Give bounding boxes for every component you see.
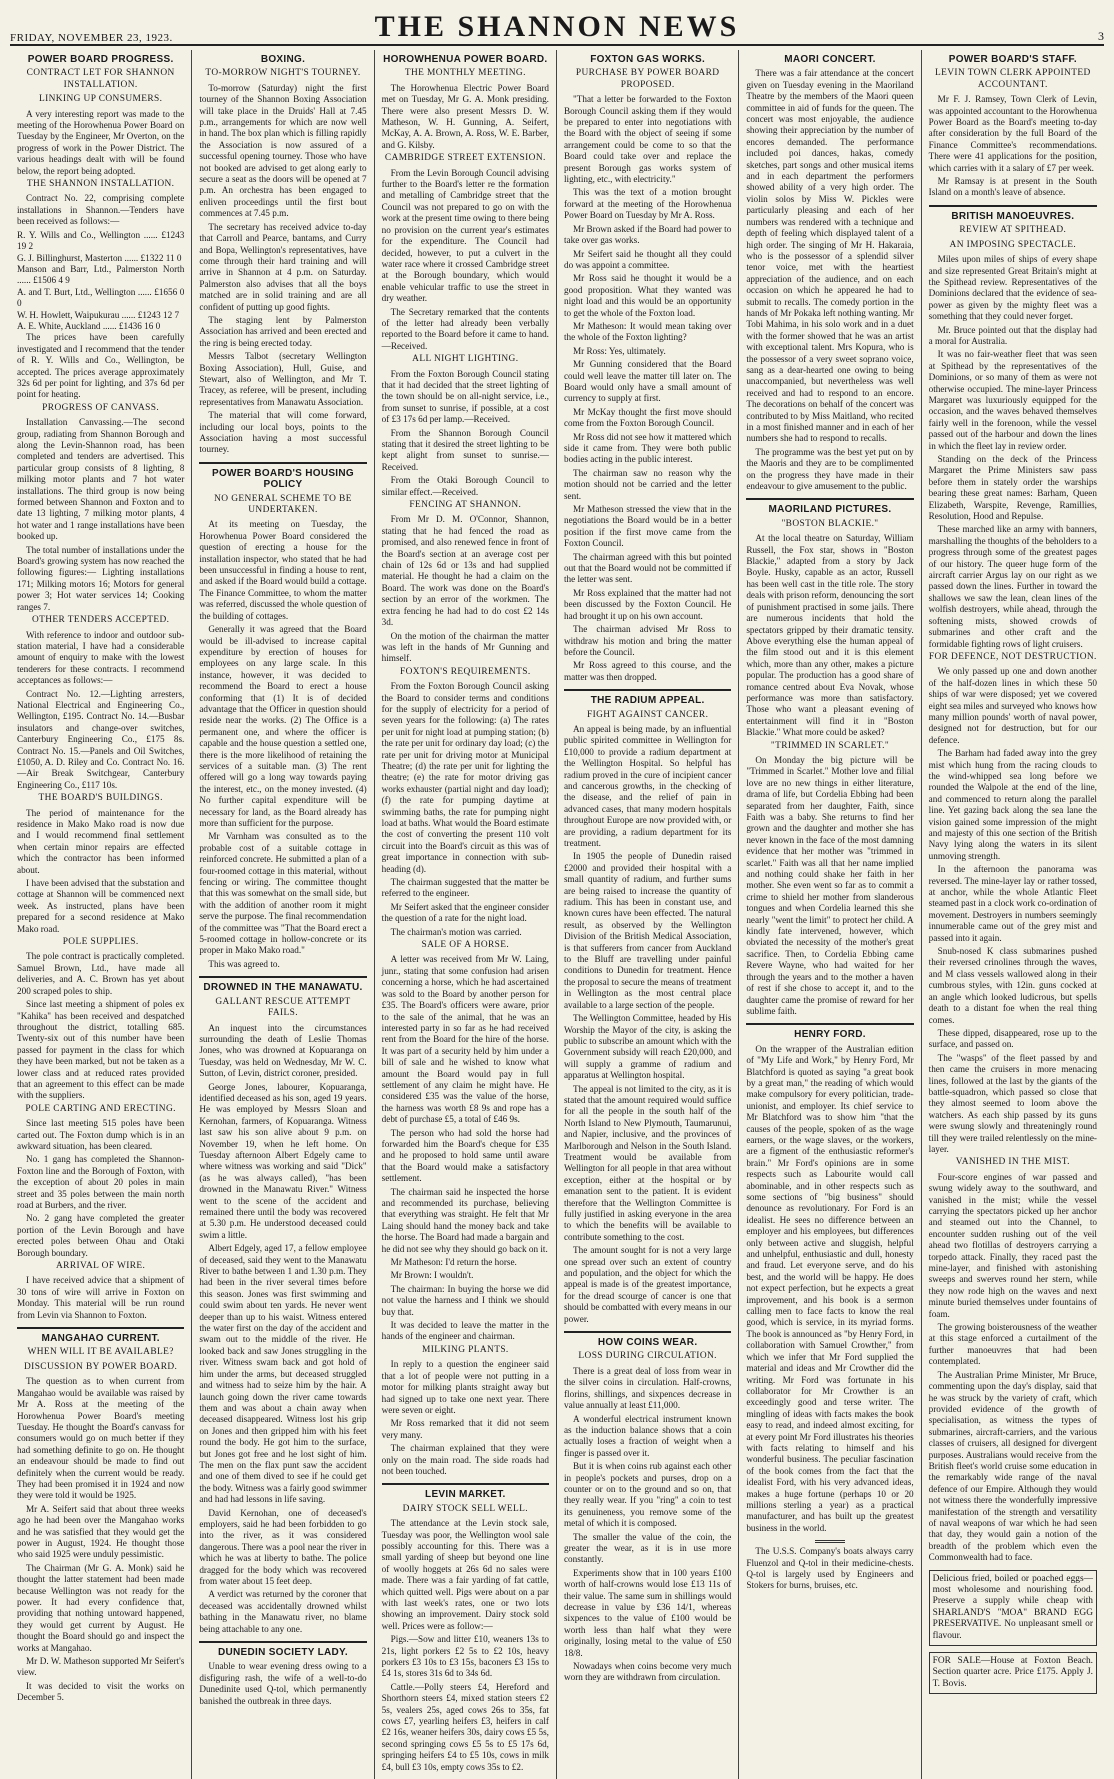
article-power-board-progress xyxy=(17,54,184,1321)
paragraph: Mr Varnham was consulted as to the probable cost of a suitable cottage in reinforced concrete. He submitted a plan of a four-roomed cottage in this material, without fencing or wiring. The committee thought that this was somewhat on the small side, but with the addition of another room it might serve the purpose. The final recommendation of the committee was "That the Board erect a 5-roomed cottage in hollow-concrete or its proper in Mako Mako road." xyxy=(199,831,367,956)
paragraph: Messrs Talbot (secretary Wellington Boxing Association), Hull, Guise, and Stewart, also of Wellington, and Mr T. Tracey, as referee, will be present, including representatives from Manawatu Association. xyxy=(199,351,367,407)
paragraph: This was the text of a motion brought forward at the meeting of the Horowhenua Power Board on Tuesday by Mr A. Ross. xyxy=(563,187,732,221)
paragraph: The programme was the best yet put on by the Maoris and they are to be complimented on the progress they have made in their endeavour to give amusement to the public. xyxy=(746,446,914,492)
article-mangahao-current xyxy=(17,1333,184,1704)
newspaper-page xyxy=(10,10,1104,1772)
paragraph: Mr Seifert asked that the engineer consider the question of a rate for the night load. xyxy=(381,901,549,924)
paragraph: Unable to wear evening dress owing to a disfiguring rash, the wife of a well-to-do Dunedinite used Q-tol, which permanently banished the outbreak in three days. xyxy=(199,1661,367,1706)
paragraph: The question as to when current from Mangahao would be available was raised by Mr A. Ross at the meeting of the Horowhenua Power Board's meeting Tuesday. He thought the Board's canvass for consumers would go on much better if they had something definite to go on. He thought an endeavour should be made to find out definitely when the current would be ready. They had been promised it in 1924 and now they were told it would be 1925. xyxy=(17,1376,185,1501)
article-headline: THE RADIUM APPEAL. xyxy=(590,695,705,707)
paragraph: The attendance at the Levin stock sale, Tuesday was poor, the Wellington wool sale possibly accounting for this. There was a small yarding of sheep but beyond one line of woolly hoggets at 26s 6d no sales were made. There was a fair yarding of fat cattle, which quitted well. Pigs were about on a par with last week's rates, one or two lots showing an improvement. Dairy stock sold well. Prices were as follow:— xyxy=(381,1518,549,1631)
paragraph: Mr F. J. Ramsey, Town Clerk of Levin, was appointed accountant to the Horowhenua Power Board as the Board's meeting to-day after consideration by the full Board of the Finance Committee's recommendations. There were 41 applications for the position, which carries with it a salary of £7 per week. xyxy=(928,94,1097,173)
article-power-board-staff xyxy=(929,54,1097,199)
paragraph: The chairman said he inspected the horse and recommended its purchase, believing that everything was straight. He felt that Mr Laing should hand the money back and take the horse. The Board had made a bargain and he did not see why they should go back on it. xyxy=(381,1186,549,1254)
article-subheading: WHEN WILL IT BE AVAILABLE? xyxy=(27,1347,174,1358)
paragraph: These dipped, disappeared, rose up to the surface, and passed on. xyxy=(928,1027,1097,1050)
tender-row: Manson and Barr, Ltd., Palmerston North ...... £1506 4 9 xyxy=(17,263,185,286)
article-subheading: FIGHT AGAINST CANCER. xyxy=(586,709,709,720)
section-heading: SALE OF A HORSE. xyxy=(421,940,510,951)
article-headline: POWER BOARD PROGRESS. xyxy=(27,54,174,65)
paragraph: Mr Ross said he thought it would be a good proposition. What they wanted was night load and this would be an opportunity to get the whole of the Foxton load. xyxy=(563,273,732,318)
paragraph: The chairman suggested that the matter be referred to the engineer. xyxy=(381,877,549,899)
paragraph: Mr Matheson: I'd return the horse. xyxy=(390,1257,517,1268)
article-subheading: CONTRACT LET FOR SHANNON INSTALLATION. xyxy=(26,68,175,90)
paragraph: George Jones, labourer, Kopuaranga, identified deceased as his son, aged 19 years. He was employed by Messrs Sloan and Kernohan, farmers, of Kopuaranga. Witness last saw his son alive about 9 p.m. on November 19, when he left home. On Tuesday afternoon Albert Edgely came to where witness was working and said "Dick" (as he was always called), "has been drowned in the Manawatu River." Witness went to the scene of the accident and remained there until the body was recovered at 5.30 p.m. He understood deceased could swim a little. xyxy=(199,1081,367,1240)
paragraph: A letter was received from Mr W. Laing, junr., stating that some confusion had arisen concerning a horse, which he had ascertained was sold to the Board by another person for £35. The Board's officers were aware, prior to the sale of the animal, that he was an interested party in so far as he had received rent from the Board for the hire of the horse. It was part of a security held by him under a bill of sale and he wished to know what amount the Board would pay in full settlement of any claim he might have. He considered £35 was the value of the horse, the harness was worth £8 9s and rope has a debt of purchase £5, a total of £46 9s. xyxy=(381,954,549,1125)
article-subheading: PURCHASE BY POWER BOARD PROPOSED. xyxy=(575,68,720,90)
paragraph: We only passed up one and down another of the half-dozen lines in which these 50 ships of war were disposed; yet we covered eight sea miles and surveyed who knows how many million pounds' worth of naval power, designed not for destruction, but for our defence. xyxy=(928,666,1097,745)
paragraph: In the afternoon the panorama was reversed. The mine-layer lay or rather tossed, at anchor, while the whole Atlantic Fleet steamed past in a clock work co-ordination of movement. Destroyers in numbers seemingly innumerable came out of the grey mist and passed into it again. xyxy=(928,864,1097,943)
paragraph: With reference to indoor and outdoor sub-station material, I have had a considerable amount of enquiry to make with the lowest tenderers for these contracts. I recommend acceptances as follows:— xyxy=(17,629,185,686)
paragraph: No. 2 gang have completed the greater portion of the Levin Borough and have erected poles between Ohau and Otaki Borough boundary. xyxy=(17,1213,185,1258)
article-divider xyxy=(199,462,366,464)
article-headline: FOXTON GAS WORKS. xyxy=(590,54,706,65)
section-heading: FOXTON'S REQUIREMENTS. xyxy=(400,666,531,677)
paragraph: From the Levin Borough Council advising further to the Board's letter re the formation and metalling of Cambridge street that the Council was not prepared to go on with the work at the present time owing to there being no provision on the current year's estimates for the expenditure. The Council had decided, however, to put a culvert in the water race where it crossed Cambridge street at the Borough boundary, which would enable vehicular traffic to use the street in dry weather. xyxy=(381,167,549,304)
paragraph: Installation Canvassing.—The second group, radiating from Shannon Borough and along the Levin-Shannon road, has been completed and tenders are advertised. This particular group consists of 8 lighting, 8 milking motor plants and 7 hot water installations. The third group is now being formed between Shannon and Foxton and to date 13 lighting, 7 milking motor plants, 4 hot water and 1 range installations have been booked up. xyxy=(17,417,185,542)
article-british-manoeuvres xyxy=(929,211,1097,1564)
paragraph: A very interesting report was made to the meeting of the Horowhenua Power Board on Tuesday by the Engineer, Mr Overton, on the progress of work in the Power District. The various headings dealt with will be found below, the report being adopted. xyxy=(17,108,185,176)
paragraph: From the Shannon Borough Council stating that it desired the street lighting to be kept alight from sunset to sunrise.—Received. xyxy=(381,427,549,472)
paragraph: From Mr D. M. O'Connor, Shannon, stating that he had fenced the road as promised, and also renewed fence in front of the Board's section at an average cost per chain of 12s 6d or 13s and had supplied material. He thought he had a claim on the Board. The work was done on the Board's section by an error of the workmen. The extra fencing he had had to do cost £2 14s 3d. xyxy=(381,514,549,628)
issue-date: FRIDAY, NOVEMBER 23, 1923. xyxy=(10,32,173,44)
paragraph: The period of maintenance for the residence in Mako Mako road is now due and I would recommend final settlement when certain minor repairs are effected which the contractor has been informed about. xyxy=(17,807,185,875)
paragraph: The pole contract is practically completed. Samuel Brown, Ltd., have made all deliveries, and A. C. Brown has yet about 200 scraped poles to ship. xyxy=(17,951,185,996)
column-6 xyxy=(922,50,1104,1779)
paragraph: Mr Matheson stressed the view that in the negotiations the Board would be in a better position if the first move came from the Foxton Council. xyxy=(563,504,732,549)
paragraph: A wonderful electrical instrument known as the induction balance shows that a coin actually loses a fraction of weight when a finger is passed over it. xyxy=(563,1413,732,1458)
paragraph: Mr D. W. Matheson supported Mr Seifert's view. xyxy=(17,1656,185,1678)
newspaper-title: THE SHANNON NEWS xyxy=(374,10,740,43)
paragraph: There is a great deal of loss from wear in the silver coins in circulation. Half-crowns, florins, shillings, and sixpences decrease in value annually at least £11,000. xyxy=(563,1365,732,1411)
article-radium-appeal xyxy=(564,695,731,1325)
article-divider xyxy=(929,205,1097,207)
paragraph: An appeal is being made, by an influential public spirited committee in Wellington for £10,000 to provide a radium department at the Wellington Hospital. So helpful has radium proved in the cure of incipient cancer and cancerous growths, in the checking of the disease, and the relief of pain in advanced cases, that many modern hospitals throughout Europe are now provided with, or are providing, a radium department for its treatment. xyxy=(563,723,732,848)
article-headline: DROWNED IN THE MANAWATU. xyxy=(203,982,363,994)
column-5 xyxy=(739,50,921,1779)
paragraph: This was agreed to. xyxy=(208,958,280,969)
article-headline: POWER BOARD'S HOUSING POLICY xyxy=(211,467,354,491)
section-heading: CAMBRIDGE STREET EXTENSION. xyxy=(384,153,546,164)
article-headline: MAORILAND PICTURES. xyxy=(768,504,892,516)
article-headline: LEVIN MARKET. xyxy=(425,1489,506,1501)
tender-row: G. J. Billinghurst, Masterton ...... £1322 11 0 xyxy=(17,252,182,263)
paragraph: The secretary has received advice to-day that Carroll and Pearce, bantams, and Curry and Bopa, Wellington's representatives, have come through their hard training and will arrive in Shannon at 4 p.m. on Saturday. Palmerston also advises that all the boys matched are in solid training and are all confident of putting up good fights. xyxy=(199,221,367,312)
section-heading: THE BOARD'S BUILDINGS. xyxy=(38,793,163,804)
section-heading: POLE SUPPLIES. xyxy=(62,937,139,948)
article-boxing xyxy=(199,54,366,456)
article-headline: POWER BOARD'S STAFF. xyxy=(948,54,1077,65)
article-subheading: LOSS DURING CIRCULATION. xyxy=(578,1351,717,1362)
paragraph: The "wasps" of the fleet passed by and then came the cruisers in more menacing lines, followed at the last by the giants of the battle-squadron, which passed so close that they almost seemed to loom above the watchers. As each ship passed by its guns were swung slowly and threateningly round till they were trailed relentlessly on the mine-layer. xyxy=(928,1052,1097,1154)
paragraph: There was a fair attendance at the concert given on Tuesday evening in the Maoriland Theatre by the members of the Maori queen committee in aid of funds for the queen. The concert was most enjoyable, the audience showing their appreciation by the number of encores demanded. The performance included poi dances, hakas, comedy sketches, part songs and other musical items and in each department the performers showed ability of a very high order. The violin solos by Miss W. Pickles were particularly pleasing and each of her numbers was rendered with a technique and depth of feeling which displayed talent of a high order. The singing of Mr H. Hakaraia, who is the possessor of a splendid silver tenor voice, met with the heartiest appreciation of the audience, and on each occasion on which he appeared he had to submit to recalls. The comedy portion in the hands of Mr Pokaka left nothing wanting. Mr Tobi Mahima, in his solo work and in a duet with the former showed that he was an artist with exceptional talent. Mrs Kopura, who is the possessor of a very sweet soprano voice, sang as a dear-hearted one owing to being unaccompanied, but nevertheless was well received and had to respond to an encore. The decorations on behalf of the concert was contributed to by Miss Maitland, who recited in a most finished manner and in each of her numbers she had to respond to recalls. xyxy=(746,68,914,444)
paragraph: The Barham had faded away into the grey mist which hung from the racing clouds to the wind-whipped sea long before we rounded the Walpole at the end of the line, and commenced to return along the parallel line. Yet gazing back along the sea lane the vision gained some impression of the might and majesty of this one section of the British Navy lying along the waters in its silent unmoving strength. xyxy=(928,748,1097,861)
paragraph: The chairman advised Mr Ross to withdraw his motion and bring the matter before the Council. xyxy=(563,624,732,657)
article-divider xyxy=(382,1483,549,1485)
paragraph: Mr Ross: Yes, ultimately. xyxy=(572,345,666,356)
article-how-coins-wear xyxy=(564,1337,731,1684)
article-subheading: THE MONTHLY MEETING. xyxy=(404,68,526,79)
section-heading: THE SHANNON INSTALLATION. xyxy=(26,179,175,190)
article-levin-market xyxy=(382,1489,549,1773)
page-number: 3 xyxy=(1098,29,1104,43)
section-heading: FENCING AT SHANNON. xyxy=(409,500,522,511)
article-housing-policy xyxy=(199,468,366,970)
section-heading: FOR DEFENCE, NOT DESTRUCTION. xyxy=(928,651,1097,662)
paragraph: The growing boisterousness of the weather at this stage enforced a curtailment of the further manoeuvres that had been contemplated. xyxy=(928,1322,1097,1367)
article-divider xyxy=(746,1023,913,1025)
article-henry-ford xyxy=(746,1029,913,1534)
tender-row: R. Y. Wills and Co., Wellington ...... £1243 19 2 xyxy=(17,229,185,252)
paragraph: The Horowhenua Electric Power Board met on Tuesday, Mr G. A. Monk presiding. There were also present Messrs D. W. Matheson, W. H. Gunning, A. Seifert, McKay, A. A. Brown, A. Ross, W. E. Barber, and G. Kilsby. xyxy=(381,82,549,150)
paragraph: Mr Ross agreed to this course, and the matter was then dropped. xyxy=(563,660,732,682)
paragraph: Mr Gunning considered that the Board could well leave the matter till later on. The Board would only have a small amount of currency to supply at first. xyxy=(563,359,732,404)
paragraph: Mr Ross explained that the matter had not been discussed by the Foxton Council. He had brought it up on his own account. xyxy=(563,587,732,621)
paragraph: The chairman agreed with this but pointed out that the Board would not be committed if the letter was sent. xyxy=(563,551,732,585)
paragraph: The chairman: In buying the horse we did not value the harness and I think we should buy that. xyxy=(381,1283,549,1317)
article-subheading: REVIEW AT SPITHEAD. xyxy=(959,225,1067,236)
paragraph: Mr A. Seifert said that about three weeks ago he had been over the Mangahao works and he was satisfied that they would get the power in August, 1924. He thought those who said 1925 were unduly pessimistic. xyxy=(17,1503,185,1560)
article-subheading: DISCUSSION BY POWER BOARD. xyxy=(24,1361,178,1372)
paragraph: The chairman saw no reason why the motion should not be carried and the letter sent. xyxy=(563,467,732,501)
paragraph: An inquest into the circumstances surrounding the death of Leslie Thomas Jones, who was drowned at Kopuaranga on Tuesday, was held on Wednesday, Mr W. C. Sutton, of Levin, district coroner, presided. xyxy=(199,1022,367,1079)
paragraph: It was no fair-weather fleet that was seen at Spithead by the representatives of the Dominions, or so many of them as were not otherwise occupied. The mine-layer Princess Margaret was luxuriously equipped for the occasion, and the waves behaved themselves fairly well in the forenoon, while the vessel passed out of the harbour and down the lines in which the fleet lay in review order. xyxy=(928,349,1097,451)
article-subheading: AN IMPOSING SPECTACLE. xyxy=(949,239,1077,250)
paragraph: These marched like an army with banners, marshalling the thoughts of the beholders to a progress through some of the greatest pages of our history. The queer huge form of the aircraft carrier Argus lay on our right as we passed down the lines. Further in toward the shallows we saw the lean, clean lines of the wolfish destroyers, while ahead, through the softening mists, showed crowds of submarines and other craft and the formidable fighting rows of light cruisers. xyxy=(928,524,1097,649)
article-divider xyxy=(564,689,731,691)
column-4 xyxy=(557,50,739,1779)
paragraph: The chairman explained that they were only on the main road. The side roads had not been touched. xyxy=(381,1443,549,1476)
article-divider xyxy=(17,1327,184,1329)
article-horowhenua-power-board xyxy=(382,54,549,1477)
column-1 xyxy=(10,50,192,1779)
paragraph: A verdict was returned by the coroner that deceased was accidentally drowned whilst bathing in the Manawatu river, no blame being attachable to any one. xyxy=(199,1589,367,1634)
paragraph: Generally it was agreed that the Board would be ill-advised to increase capital expenditure by erection of houses for employees on any large scale. In this instance, however, it was decided to recommend the Board to erect a house conforming that (1) It is of decided advantage that the Officer in question should reside near the works. (2) The Office is a permanent one, and where the officer is capable and the house question a settled one, there is the more likelihood of retaining the services of a suitable man. (3) The rent offered will go a long way towards paying the interest, etc., on the money invested. (4) No further capital expenditure will be necessary for land, as the Board already has more than sufficient for the purpose. xyxy=(199,624,367,828)
paragraph: The material that will come forward, including our local boys, points to the Association having a most successful tourney. xyxy=(199,410,367,455)
article-dunedin-lady xyxy=(199,1647,366,1707)
paragraph: The appeal is not limited to the city, as it is stated that the amount required would suffice for all the people in the south half of the North Island to New Plymouth, Taumarunui, and Napier, inclusive, and the provinces of Marlborough and Nelson in the South Island. Treatment would be available from Wellington for all people in that area without exception, either at the hospital or by emanation sent to the patient. It is evident therefore that the Wellington Committee is fully justified in asking everyone in the area to which the benefits will be available to contribute something to the cost. xyxy=(563,1083,732,1242)
paragraph: The smaller the value of the coin, the greater the wear, as it is in use more constantly. xyxy=(563,1531,732,1565)
paragraph: Mr Ramsay is at present in the South Island on a month's leave of absence. xyxy=(928,176,1097,198)
article-subheading: DAIRY STOCK SELL WELL. xyxy=(402,1503,529,1514)
paragraph: Mr Brown: I wouldn't. xyxy=(390,1270,474,1281)
article-subheading: NO GENERAL SCHEME TO BE UNDERTAKEN. xyxy=(214,493,352,516)
paragraph: The amount sought for is not a very large one spread over such an extent of country and population, and the object for which the appeal is made is of the greatest importance, for the dread scourge of cancer is one that should be combatted with every means in our power. xyxy=(563,1245,732,1324)
paragraph: Mr. Bruce pointed out that the display had a moral for Australia. xyxy=(928,324,1097,346)
paragraph: Mr Seifert said he thought all they could do was appoint a committee. xyxy=(563,248,732,270)
article-headline: BRITISH MANOEUVRES. xyxy=(951,210,1075,222)
article-columns xyxy=(10,50,1104,1772)
article-headline: MANGAHAO CURRENT. xyxy=(41,1333,160,1345)
paragraph: But it is when coins rub against each other in people's pockets and purses, drop on a counter or on to the ground and so on, that they really wear. If you "ring" a coin to test its genuineness, you remove some of the metal of which it is composed. xyxy=(563,1461,732,1529)
advertisement-text: The U.S.S. Company's boats always carry Fluenzol and Q-tol in their medicine-chests. Q-tol is largely used by Engineers and Stokers for burns, bruises, etc. xyxy=(746,1546,914,1591)
paragraph: Contract No. 12.—Lighting arresters, National Electrical and Engineering Co., Wellington, £195. Contract No. 14.—Busbar insulators and change-over switches, Canterbury Engineering Co., £175 8s. Contract No. 15.—Panels and Oil Switches, £1050, A. D. Riley and Co. Contract No. 16.—Air Break Switchgear, Canterbury Engineering Co., £117 10s. xyxy=(17,688,185,790)
paragraph: Miles upon miles of ships of every shape and size represented Great Britain's might at the Spithead review. Representatives of the Dominions declared that the evidence of sea-power as given by the mighty fleet was a something that they could never forget. xyxy=(928,254,1097,322)
paragraph: At the local theatre on Saturday, William Russell, the Fox star, shows in "Boston Blackie," adapted from a story by Jack Boyle. Husky, capable as an actor, Russell has been well cast in the title role. The story deals with prison reform, denouncing the sort of punishment practised in some jails. There are numerous incidents that hold the spectators gripped by their dramatic tensity. Above everything else the human appeal of the film stood out and it is this element which, more than any other, makes a picture popular. The production has a good share of romance centred about Eva Novak, whose performance was more than satisfactory. Those who want a pleasant evening of entertainment will find it in "Boston Blackie." What more could be asked? xyxy=(746,533,914,738)
paragraph: Mr Ross remarked that it did not seem very many. xyxy=(381,1418,549,1440)
article-headline: DUNEDIN SOCIETY LADY. xyxy=(217,1647,348,1659)
article-drowned-manawatu xyxy=(199,982,366,1635)
article-divider xyxy=(199,1641,366,1643)
paragraph: To-morrow (Saturday) night the first tourney of the Shannon Boxing Association will take place in the Druids' Hall at 7.45 p.m., arrangements for which are now well in hand. The box plan which is filling rapidly the Association is now assured of a successful opening tourney. Those who have not booked are advised to get along early to secure a seat as the doors will be opened at 7 p.m. An orchestra has been engaged to enliven proceedings until the first bout commences at 7.45 p.m. xyxy=(199,82,367,219)
paragraph: From the Otaki Borough Council to similar effect.—Received. xyxy=(381,475,549,497)
article-headline: HENRY FORD. xyxy=(794,1029,866,1041)
section-heading: OTHER TENDERS ACCEPTED. xyxy=(31,615,170,626)
paragraph: I have received advice that a shipment of 30 tons of wire will arrive in Foxton on Monday. This material will be run round from Levin via Shannon to Foxton. xyxy=(17,1275,185,1320)
article-headline: BOXING. xyxy=(260,54,306,65)
paragraph: The total number of installations under the Board's growing system has now reached the following figures:— Lighting installations 171; Milking motors 16; Motors for general power 3; Hot water services 14; Cooking ranges 7. xyxy=(17,544,185,612)
paragraph: The Chairman (Mr G. A. Monk) said he thought the latter statement had been made because Wellington was not ready for the power. It had every confidence that, providing that nothing untoward happened, they would get current by August. He thought the Board should go and inspect the works at Mangahao. xyxy=(17,1562,185,1653)
paragraph: From the Foxton Borough Council stating that it had decided that the street lighting of the town should be on all-night service, i.e., from sunset to sunrise, if possible, at a cost of £3 17s 6d per lamp.—Received. xyxy=(381,368,549,425)
section-heading: VANISHED IN THE MIST. xyxy=(955,1157,1070,1168)
paragraph: Standing on the deck of the Princess Margaret the Prime Ministers saw pass before them in stately order the warships bearing these great names: Barham, Queen Elizabeth, Warspite, Revenge, Ramillies, Resolution, Hood and Repulse. xyxy=(928,454,1097,522)
paragraph: I have been advised that the substation and cottage at Shannon will be commenced next week. As instructed, plans have been prepared for a second residence at Mako Mako road. xyxy=(17,878,185,934)
section-heading: "TRIMMED IN SCARLET." xyxy=(770,740,890,751)
tender-row: A. and T. Burt, Ltd., Wellington ...... £1656 0 0 xyxy=(17,286,185,309)
paragraph: Since last meeting 515 poles have been carted out. The Foxton dump which is in an awkward situation, has been cleared. xyxy=(17,1118,185,1151)
paragraph: Mr McKay thought the first move should come from the Foxton Borough Council. xyxy=(563,406,732,429)
paragraph: At its meeting on Tuesday, the Horowhenua Power Board considered the question of erecting a house for the installation inspector, who stated that he had been unsuccessful in finding a house to rent, and asked if the Board would build a cottage. The Finance Committee, to whom the matter was referred, discussed the whole question of the building of cottages. xyxy=(199,519,367,621)
column-2 xyxy=(192,50,374,1779)
paragraph: The Wellington Committee, headed by His Worship the Mayor of the city, is asking the public to subscribe an amount which with the Government subsidy will reach £20,000, and will supply a gramme of radium and apparatus at Wellington hospital. xyxy=(563,1013,732,1081)
article-subheading: "BOSTON BLACKIE." xyxy=(781,518,879,529)
paragraph: Mr Ross did not see how it mattered which side it came from. They were both public bodies acting in the public interest. xyxy=(563,431,732,465)
paragraph: Pigs.—Sow and litter £10, weaners 13s to 21s, light porkers £2 5s to £2 10s, heavy porkers £3 10s to £3 15s, baconers £3 15s to £4 1s, stores 31s 6d to 34s 6d. xyxy=(381,1634,549,1679)
article-headline: MAORI CONCERT. xyxy=(784,54,876,65)
paragraph: Contract No. 22, comprising complete installations in Shannon.—Tenders have been received as follows:— xyxy=(17,193,185,227)
paragraph: On Monday the big picture will be "Trimmed in Scarlet." Mother love and filial love are no new things in either literature, drama of life, but Cordelia Ebbing had been separated from her daughter, Faith, since Faith was a baby. She returns to find her grown and the daughter and mother she has never known in the face of the most damning evidence that her mother was "trimmed in scarlet." Faith was all that her name implied and nothing could shake her faith in her mother. She even went so far as to commit a crime to shield her mother from slanderous tongues and when Cordelia learned this she nearly "went the limit" to protect her child. A kindly fate intervened, however, which obviated the necessity of the mother's great sacrifice. Then, to Cordelia Ebbing came Revere Wayne, who had waited for her through the years and to the mother a haven of rest if she chose to accept it, and to the daughter came the promise of reward for her sublime faith. xyxy=(746,754,914,1016)
column-3 xyxy=(375,50,557,1779)
paragraph: No. 1 gang has completed the Shannon-Foxton line and the Borough of Foxton, with the exception of about 20 poles in main street and 35 poles between the main north road at Burbers, and the river. xyxy=(17,1154,185,1210)
article-foxton-gas-works xyxy=(564,54,731,683)
paragraph: The Secretary remarked that the contents of the letter had already been verbally reported to the Board before it came to hand.—Received. xyxy=(381,306,549,351)
paragraph: Snub-nosed K class submarines pushed their reversed crinolines through the waves, and M class vessels wallowed along in their cumbrous styles, with 12in. guns cocked at an angle which looked ludicrous, but spells death to a distant foe when the real thing comes. xyxy=(928,946,1097,1025)
paragraph: Experiments show that in 100 years £100 worth of half-crowns would lose £13 11s of their value. The same sum in shillings would decrease in value by £36 14/1, whereas sixpences to the value of £100 would be worth less than half what they were originally, losing metal to the value of £50 18/8. xyxy=(563,1567,732,1658)
paragraph: David Kernohan, one of deceased's employers, said he had been forbidden to go into the river, as it was considered dangerous. There was a pool near the river in which he was at liberty to bathe. The police dragged for the body which was recovered from water about 15 feet deep. xyxy=(199,1507,367,1586)
section-heading: PROGRESS OF CANVASS. xyxy=(42,402,160,413)
paragraph: On the wrapper of the Australian edition of "My Life and Work," by Henry Ford, Mr Blatchford is quoted as saying "a great book by a great man," the reading of which would make compulsory for every politician, trade-unionist, and employer. Its chief service to Mr Blatchford was to show him "that the causes of the people, spoken of as the wage earners, or the wage slaves, or the workers, are a figment of the enthusiastic reformer's brain." Mr Ford's opinions are in some respects such as Labourite would call abominable, and in other respects such as some sections of "big business" should denounce as revolutionary. For Ford is an idealist. He sees no difference between an employer and his employees, but differences only between active and sluggish, helpful and unhelpful, enthusiastic and dull, honesty and fraud. Let everyone serve, and do his best, and the world will be happy. He does not expect perfection, but he expects a great improvement, and his book is a sermon calling men to face facts to know the real good, which is service, in its myriad forms. The book is announced as "by Henry Ford, in collaboration with Samuel Crowther," from which we infer that Mr Ford supplied the material and ideas and Mr Crowther did the writing. Mr Ford was fortunate in his collaborator for Mr Crowther is an exceedingly good and terse writer. The mingling of ideas with facts makes the book easy to read, and indeed almost exciting, for at every point Mr Ford illustrates his theories with facts relating to himself and his wonderful business. The peculiar fascination of the book comes from the fact that the idealist Ford, with his very advanced ideas, makes a huge fortune (perhaps 10 or 20 millions sterling a year) as a practical manufacturer, and has built up the greatest business in the world. xyxy=(746,1043,914,1533)
tender-row: A. E. White, Auckland ...... £1436 16 0 xyxy=(17,320,161,331)
section-heading: ARRIVAL OF WIRE. xyxy=(56,1261,146,1272)
paragraph: Mr Matheson: It would mean taking over the whole of the Foxton lighting? xyxy=(563,320,732,343)
masthead xyxy=(10,10,1104,46)
article-divider xyxy=(746,498,913,500)
paragraph: Cattle.—Polly steers £4, Hereford and Shorthorn steers £4, mixed station steers £2 5s, vealers 25s, aged cows 26s to 35s, fat cows £7, yearling heifers £3, heifers in calf £2 16s, weaner heifers 30s, dairy cows £5 5s, second springing cows £5 5s to £5 17s 6d, springing heifers £4 to £5 10s, cows in milk £4, bull £3 10s, empty cows 35s to £2. xyxy=(381,1681,549,1772)
paragraph: It was decided to leave the matter in the hands of the engineer and chairman. xyxy=(381,1320,549,1342)
paragraph: Since last meeting a shipment of poles ex "Kahika" has been received and despatched throughout the district, totalling 685. Twenty-six out of this number have been passed for payment in the class for which they have been marked, but not be taken as a lower class and at reduced rates provided that an agreement to this effect can be made with the suppliers. xyxy=(17,999,185,1101)
short-rule xyxy=(815,1540,845,1543)
section-heading: ALL NIGHT LIGHTING. xyxy=(412,354,519,365)
tender-row: W. H. Howlett, Waipukurau ...... £1243 12 7 xyxy=(17,309,180,320)
article-headline: HOW COINS WEAR. xyxy=(597,1337,698,1349)
paragraph: On the motion of the chairman the matter was left in the hands of Mr Gunning and himself. xyxy=(381,630,549,664)
article-maoriland-pictures xyxy=(746,504,913,1017)
paragraph: Four-score engines of war passed and swung widely away to the southward, and vanished in the mist; while the vessel carrying the spectators picked up her anchor and steamed out into the Channel, to encounter sudden rushing out of the veil ahead two flotillas of destroyers carrying a torpedo attack. Finally, they raced past the mine-layer, and finished with astonishing sweeps and swerves round her stern, while they now rode high on the waves and next minute buried themselves under fountains of foam. xyxy=(928,1171,1097,1319)
paragraph: The Australian Prime Minister, Mr Bruce, commenting upon the day's display, said that he was struck by the variety of craft, which provided evidence of the growth of specialisation, as witness the types of submarines, aircraft-carriers, and the various classes of cruisers, all designed for divergent purposes. Australians would receive from the British fleet's world cruise some education in the remarkably wide range of the naval defence of our Empire. Although they would not witness there the wonderfully impressive manifestation of the strength and versatility of naval weapons of war which he had seen that day, they would gain a notion of the breadth of the problem which even the Commonwealth had to face. xyxy=(928,1369,1097,1563)
paragraph: The prices have been carefully investigated and I recommend that the tender of R. Y. Wills and Co., Wellington, be accepted. The prices average approximately 32s 6d per point for lighting, and 37s 6d per point for heating. xyxy=(17,332,185,400)
advertisement-egg-preservative: Delicious fried, boiled or poached eggs—most wholesome and nourishing food. Preserve a supply while cheap with SHARLAND'S "MOA" BRAND EGG PRESERVATIVE. No unpleasant smell or flavour. xyxy=(929,1570,1097,1646)
paragraph: The staging lent by Palmerston Association has arrived and been erected and the ring is being erected today. xyxy=(199,314,367,348)
paragraph: Nowadays when coins become very much worn they are withdrawn from circulation. xyxy=(563,1661,732,1683)
article-subheading: LINKING UP CONSUMERS. xyxy=(38,94,163,105)
article-headline: HOROWHENUA POWER BOARD. xyxy=(383,54,548,65)
paragraph: The chairman's motion was carried. xyxy=(390,926,522,937)
paragraph: It was decided to visit the works on December 5. xyxy=(17,1680,185,1703)
section-heading: MILKING PLANTS. xyxy=(421,1344,509,1355)
article-subheading: GALLANT RESCUE ATTEMPT FAILS. xyxy=(215,996,351,1019)
paragraph: Mr Brown asked if the Board had power to take over gas works. xyxy=(563,223,732,246)
article-maori-concert xyxy=(746,54,913,492)
paragraph: In reply to a question the engineer said that a lot of people were not putting in a motor for milking plants straight away but had signed up to take one next year. There were seven or eight. xyxy=(381,1359,549,1415)
advertisement-for-sale: FOR SALE—House at Foxton Beach. Section quarter acre. Price £175. Apply J. T. Bovis. xyxy=(929,1652,1097,1694)
paragraph: In 1905 the people of Dunedin raised £2000 and provided their hospital with a small quantity of radium, and further sums are being raised to increase the quantity of radium. This has been in constant use, and known cures have been effected. The natural result, as observed by the Wellington Division of the British Medical Association, is that sufferers from cancer from Auckland to the Bluff are travelling under painful conditions to Dunedin for treatment. Hence the proposal to secure the means of treatment in Wellington as the most central place available to a large section of the people. xyxy=(563,851,732,1010)
paragraph: From the Foxton Borough Council asking the Board to consider terms and conditions for the supply of electricity for a period of seven years for the following: (a) The rates per unit for night load at pumping station; (b) the rate per unit for ordinary day load; (c) the rate per unit for driving motor at Municipal Theatre; (d) the rate per unit for lighting the theatre; (e) the rate for motor driving gas works exhauster (partial night and day load); (f) the rate for pumping daytime at swimming baths, the rate for pumping night load at baths. What would the Board estimate the cost of converting the present 110 volt circuit into the Board's circuit as this was of great importance in connection with sub-heading (d). xyxy=(381,681,549,874)
article-divider xyxy=(199,976,366,978)
article-divider xyxy=(564,1331,731,1333)
section-heading: POLE CARTING AND ERECTING. xyxy=(25,1103,176,1114)
paragraph: The person who had sold the horse had forwarded him the Board's cheque for £35 and he proposed to hold same until aware that the Board would make a satisfactory settlement. xyxy=(381,1127,549,1184)
article-subheading: TO-MORROW NIGHT'S TOURNEY. xyxy=(205,68,361,79)
paragraph: Albert Edgely, aged 17, a fellow employee of deceased, said they went to the Manawatu River to bathe between 1 and 1.30 p.m. They had been in the river several times before this season. Jones was first swimming and could swim about ten yards. He never went deeper than up to his waist. Witness entered the water first on the day of the accident and swam out to the middle of the river. He looked back and saw Jones struggling in the river. Witness swam back and got hold of him under the arms, but deceased struggled and witness had to seize him by the hair. A launch going down the river came towards them and was about a chain away when deceased disappeared. Witness lost his grip on Jones and then gripped him with his feet round the body. He got him to the surface, but Jones got free and he lost sight of him. The men on the flax punt saw the accident and one of them dived to see if he could get the body. Witness was a fairly good swimmer and had had lessons in life saving. xyxy=(199,1243,367,1505)
article-subheading: LEVIN TOWN CLERK APPOINTED ACCOUNTANT. xyxy=(935,68,1091,90)
paragraph: "That a letter be forwarded to the Foxton Borough Council asking them if they would be prepared to enter into negotiations with the Board with the object of seeing if some arrangement could be come to so that the Board could take over and replace the present Borough gas works system of lighting, etc., with electricity." xyxy=(563,94,732,185)
